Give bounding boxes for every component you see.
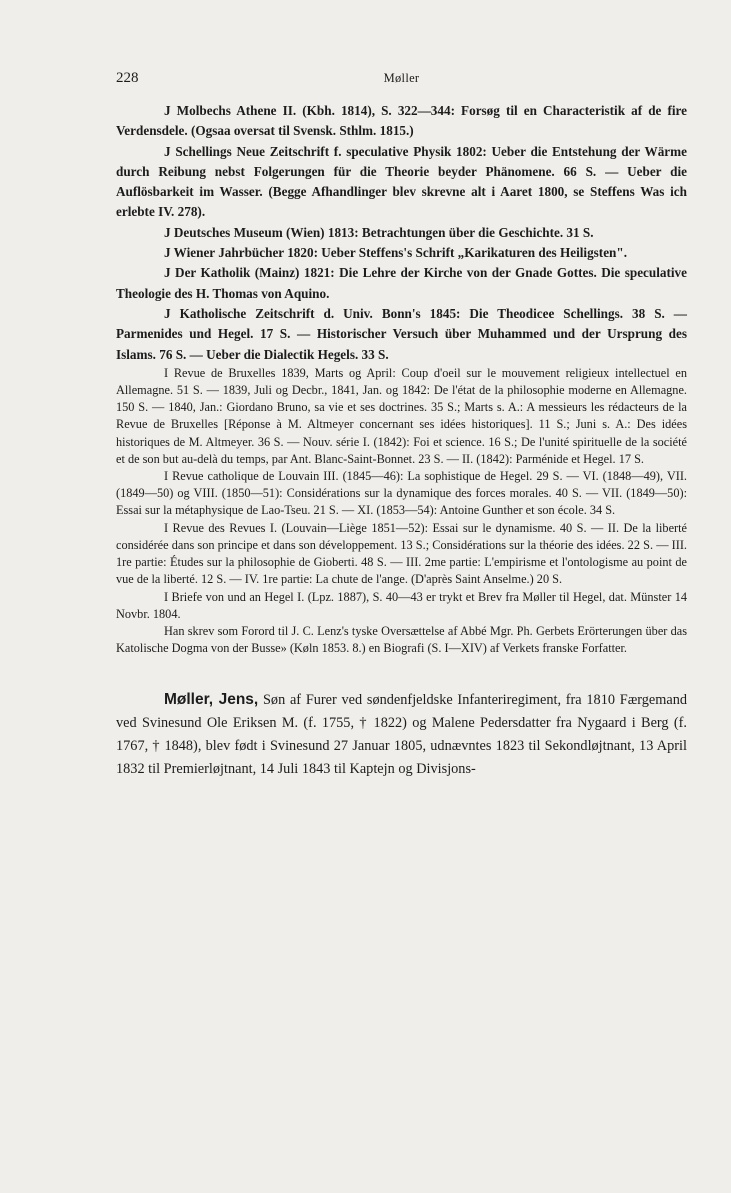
biography-text: Søn af Furer ved søndenfjeldske Infanteriregiment, fra 1810 Færgemand ved Svinesund Ole Eriksen M. (f. 1755, † 1822) og Malene Pedersdatter fra Nygaard i Berg (f. 1767, † 1848), blev født i Svinesund 27 Januar 1805, udnævntes 1823 til Sekondløjtnant, 13 April 1832 til Premierløjtnant, 14 Juli 1843 til Kaptejn og Divisjons- [116,692,687,777]
biography-heading: Møller, Jens, [164,691,259,709]
entry-wiener-jahrbuecher: J Wiener Jahrbücher 1820: Ueber Steffens's Schrift „Karikaturen des Heiligsten". [164,245,628,261]
page-header [116,70,687,92]
entry-der-katholik: J Der Katholik (Mainz) 1821: Die Lehre der Kirche von der Gnade Gottes. Die speculative Theologie des H. Thomas von Aquino. [116,265,687,301]
section-gap [116,657,687,689]
entry-revue-de-bruxelles: I Revue de Bruxelles 1839, Marts og April: Coup d'oeil sur le mouvement religieux intellectuel en Allemagne. 51 S. — 1839, Juli og Decbr., 1841, Jan. og 1842: De l'état de la philosophie moderne en Allemagne. 150 S. — 1840, Jan.: Giordano Bruno, sa vie et ses doctrines. 35 S.; Marts s. A.: A messieurs les rédacteurs de la Revue de Bruxelles [Réponse à M. Altmeyer concernant ses idées historiques]. 11 S.; Juni s. A.: Des idées historiques de M. Altmeyer. 36 S. — Nouv. série I. (1842): Foi et science. 16 S.; De l'unité spirituelle de la société et de son but au-delà du temps, par Ant. Blanc-Saint-Bonnet. 23 S. — II. (1842): Parménide et Hegel. 17 S. [116,365,687,466]
entry-briefe-hegel: I Briefe von und an Hegel I. (Lpz. 1887), S. 40—43 er trykt et Brev fra Møller til Hegel, dat. Münster 14 Novbr. 1804. [116,589,687,621]
entry-schelling-zeitschrift: J Schellings Neue Zeitschrift f. speculative Physik 1802: Ueber die Entstehung der Wärme durch Reibung nebst Folgerungen für die Theorie beyder Phänomene. 66 S. — Ueber die Auflösbarkeit im Wasser. (Begge Afhandlinger blev skrevne alt i Aaret 1800, se Steffens Was ich erlebte IV. 278). [116,143,687,220]
biography-entry [116,689,687,780]
entry-revue-des-revues: I Revue des Revues I. (Louvain—Liège 1851—52): Essai sur le dynamisme. 40 S. — II. De la liberté considérée dans son principe et dans son développement. 13 S.; Considérations sur la théorie des idées. 22 S. — III. 1re partie: Études sur la philosophie de Gioberti. 48 S. — III. 2me partie: L'empirisme et l'ontologisme au point de vue de la liberté. 12 S. — IV. 1re partie: La chute de l'ange. (D'après Saint Anselme.) 20 S. [116,520,687,587]
entry-deutsches-museum: J Deutsches Museum (Wien) 1813: Betrachtungen über die Geschichte. 31 S. [164,224,594,240]
running-head: Møller [383,71,420,85]
entry-forord-lenz: Han skrev som Forord til J. C. Lenz's tyske Oversættelse af Abbé Mgr. Ph. Gerbets Erörterungen über das Katolische Dogma von der Busse» (Køln 1853. 8.) en Biografi (S. I—XIV) af Verkets franske Forfatter. [116,623,687,656]
entry-molbech-athene: J Molbechs Athene II. (Kbh. 1814), S. 322—344: Forsøg til en Characteristik af de fire Verdensdele. (Ogsaa oversat til Svensk. Sthlm. 1815.) [116,103,687,139]
entry-revue-catholique: I Revue catholique de Louvain III. (1845—46): La sophistique de Hegel. 29 S. — VI. (1848—49), VII. (1849—50) og VIII. (1850—51): Considérations sur la dynamique des forces morales. 40 S. — VII. (1849—50): Essai sur la métaphysique de Lao-Tseu. 21 S. — XI. (1853—54): Antoine Gunther et son école. 34 S. [116,469,687,518]
page-body [116,101,687,781]
entry-katholische-zeitschrift: J Katholische Zeitschrift d. Univ. Bonn's 1845: Die Theodicee Schellings. 38 S. — Parmenides und Hegel. 17 S. — Historischer Versuch über Muhammed und der Ursprung des Islams. 76 S. — Ueber die Dialectik Hegels. 33 S. [116,305,687,362]
page-number: 228 [116,70,139,86]
